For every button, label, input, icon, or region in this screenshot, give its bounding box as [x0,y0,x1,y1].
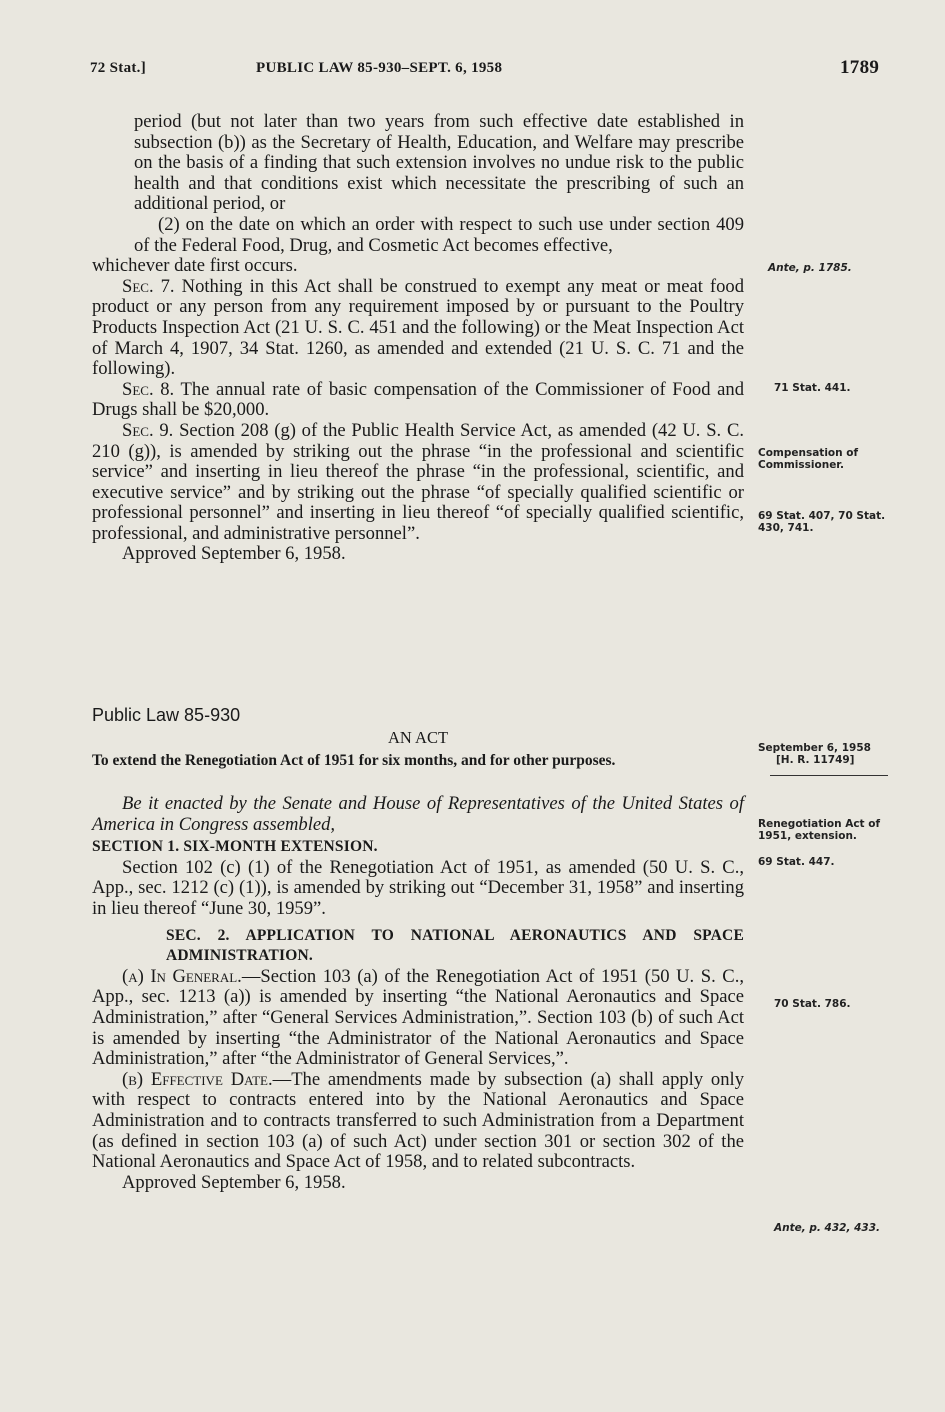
section-1-heading: SECTION 1. SIX-MONTH EXTENSION. [92,838,378,856]
section-7 [92,277,744,380]
section-8 [92,380,744,421]
para-period: period (but not later than two years from such effective date established in subsection (b)) as the Secretary of Health, Education, and Welfare may prescribe on the basis of a finding that such extension involves no undue risk to the public health and that conditions exist which necessitate the prescribing of such an additional period, or [134,111,744,215]
para-whichever: whichever date first occurs. [92,255,298,277]
sec9-text: Section 208 (g) of the Public Health Service Act, as amended (42 U. S. C. 210 (g)), is amended by striking out the phrase “in the professional and scientific service” and inserting in lieu thereof the phrase “in the professional, scientific, and executive service” and by striking out the phrase “of specially qualified scientific or professional personnel” and inserting in lieu thereof “of specially qualified scientific, professional, and administrative personnel”. [92,419,745,544]
margin-note-ante-1785: Ante, p. 1785. [768,262,852,274]
margin-note-69-stat-407: 69 Stat. 407, 70 Stat. 430, 741. [758,510,886,534]
section-1-text: Section 102 (c) (1) of the Renegotiation Act of 1951, as amended (50 U. S. C., App., sec. 1212 (c) (1)), is amended by striking out “December 31, 1958” and inserting in lieu thereof “June 30, 1959”. [92,856,744,919]
section-9 [92,421,744,545]
act-title: AN ACT [388,728,449,747]
subsection-a-text: Section 103 (a) of the Renegotiation Act of 1951 (50 U. S. C., App., sec. 1213 (a)) is amended by inserting “the National Aeronautics and Space Administration,” after “General Services Administration,”. Section 103 (b) of such Act is amended by inserting “the Administrator of the National Aeronautics and Space Administration,” after “the Administrator of General Services,”. [92,965,745,1070]
margin-note-ante-432: Ante, p. 432, 433. [774,1222,881,1234]
sec8-text: The annual rate of basic compensation of the Commissioner of Food and Drugs shall be $20,000. [92,378,745,421]
section-2-heading: SEC. 2. APPLICATION TO NATIONAL AERONAUTICS AND SPACE ADMINISTRATION. [166,926,744,965]
sec8-label: Sec. 8. [122,378,175,400]
subsection-b-text: The amendments made by subsection (a) shall apply only with respect to contracts entered into by the National Aeronautics and Space Administration and to contracts transferred to such Administration from a Department (as defined in section 103 (a) of such Act) under section 301 or section 302 of the National Aeronautics and Space Act of 1958, and to related subcontracts. [92,1068,744,1173]
sec7-text: Nothing in this Act shall be construed to exempt any meat or meat food product or any person from any requirement imposed by or pursuant to the Poultry Products Inspection Act (21 U. S. C. 451 and the following) or the Meat Inspection Act of March 4, 1907, 34 Stat. 1260, as amended and extended (21 U. S. C. 71 and the following). [92,275,745,380]
subsection-b [92,1070,744,1173]
margin-note-71-stat: 71 Stat. 441. [774,382,851,394]
para-item-2: (2) on the date on which an order with respect to such use under section 409 of the Federal Food, Drug, and Cosmetic Act becomes effective, [134,213,744,256]
margin-note-renegotiation: Renegotiation Act of 1951, extension. [758,818,881,842]
approved-1: Approved September 6, 1958. [122,543,346,565]
margin-note-70-stat-786: 70 Stat. 786. [774,998,851,1010]
margin-note-compensation: Compensation of Commissioner. [758,447,859,471]
sec7-label: Sec. 7. [122,275,175,297]
sec9-label: Sec. 9. [122,419,174,441]
header-title: PUBLIC LAW 85-930–SEPT. 6, 1958 [256,60,503,76]
subsection-a [92,967,744,1070]
page-number: 1789 [840,57,880,78]
approved-2: Approved September 6, 1958. [122,1171,346,1193]
subsection-b-label: (b) Effective Date.— [122,1068,292,1090]
top-section [92,112,744,565]
margin-note-hr: [H. R. 11749] [776,754,855,766]
enacting-clause: Be it enacted by the Senate and House of Representatives of the United States of America in Congress assembled, [92,793,744,835]
date-rule [770,775,888,776]
law-body [92,794,744,1193]
public-law-number: Public Law 85-930 [92,705,241,725]
act-purpose: To extend the Renegotiation Act of 1951 for six months, and for other purposes. [92,752,616,769]
header-stat-ref: 72 Stat.] [90,60,147,76]
margin-note-date: September 6, 1958 [758,742,871,754]
subsection-a-label: (a) In General.— [122,965,261,987]
margin-note-69-stat-447: 69 Stat. 447. [758,856,835,868]
